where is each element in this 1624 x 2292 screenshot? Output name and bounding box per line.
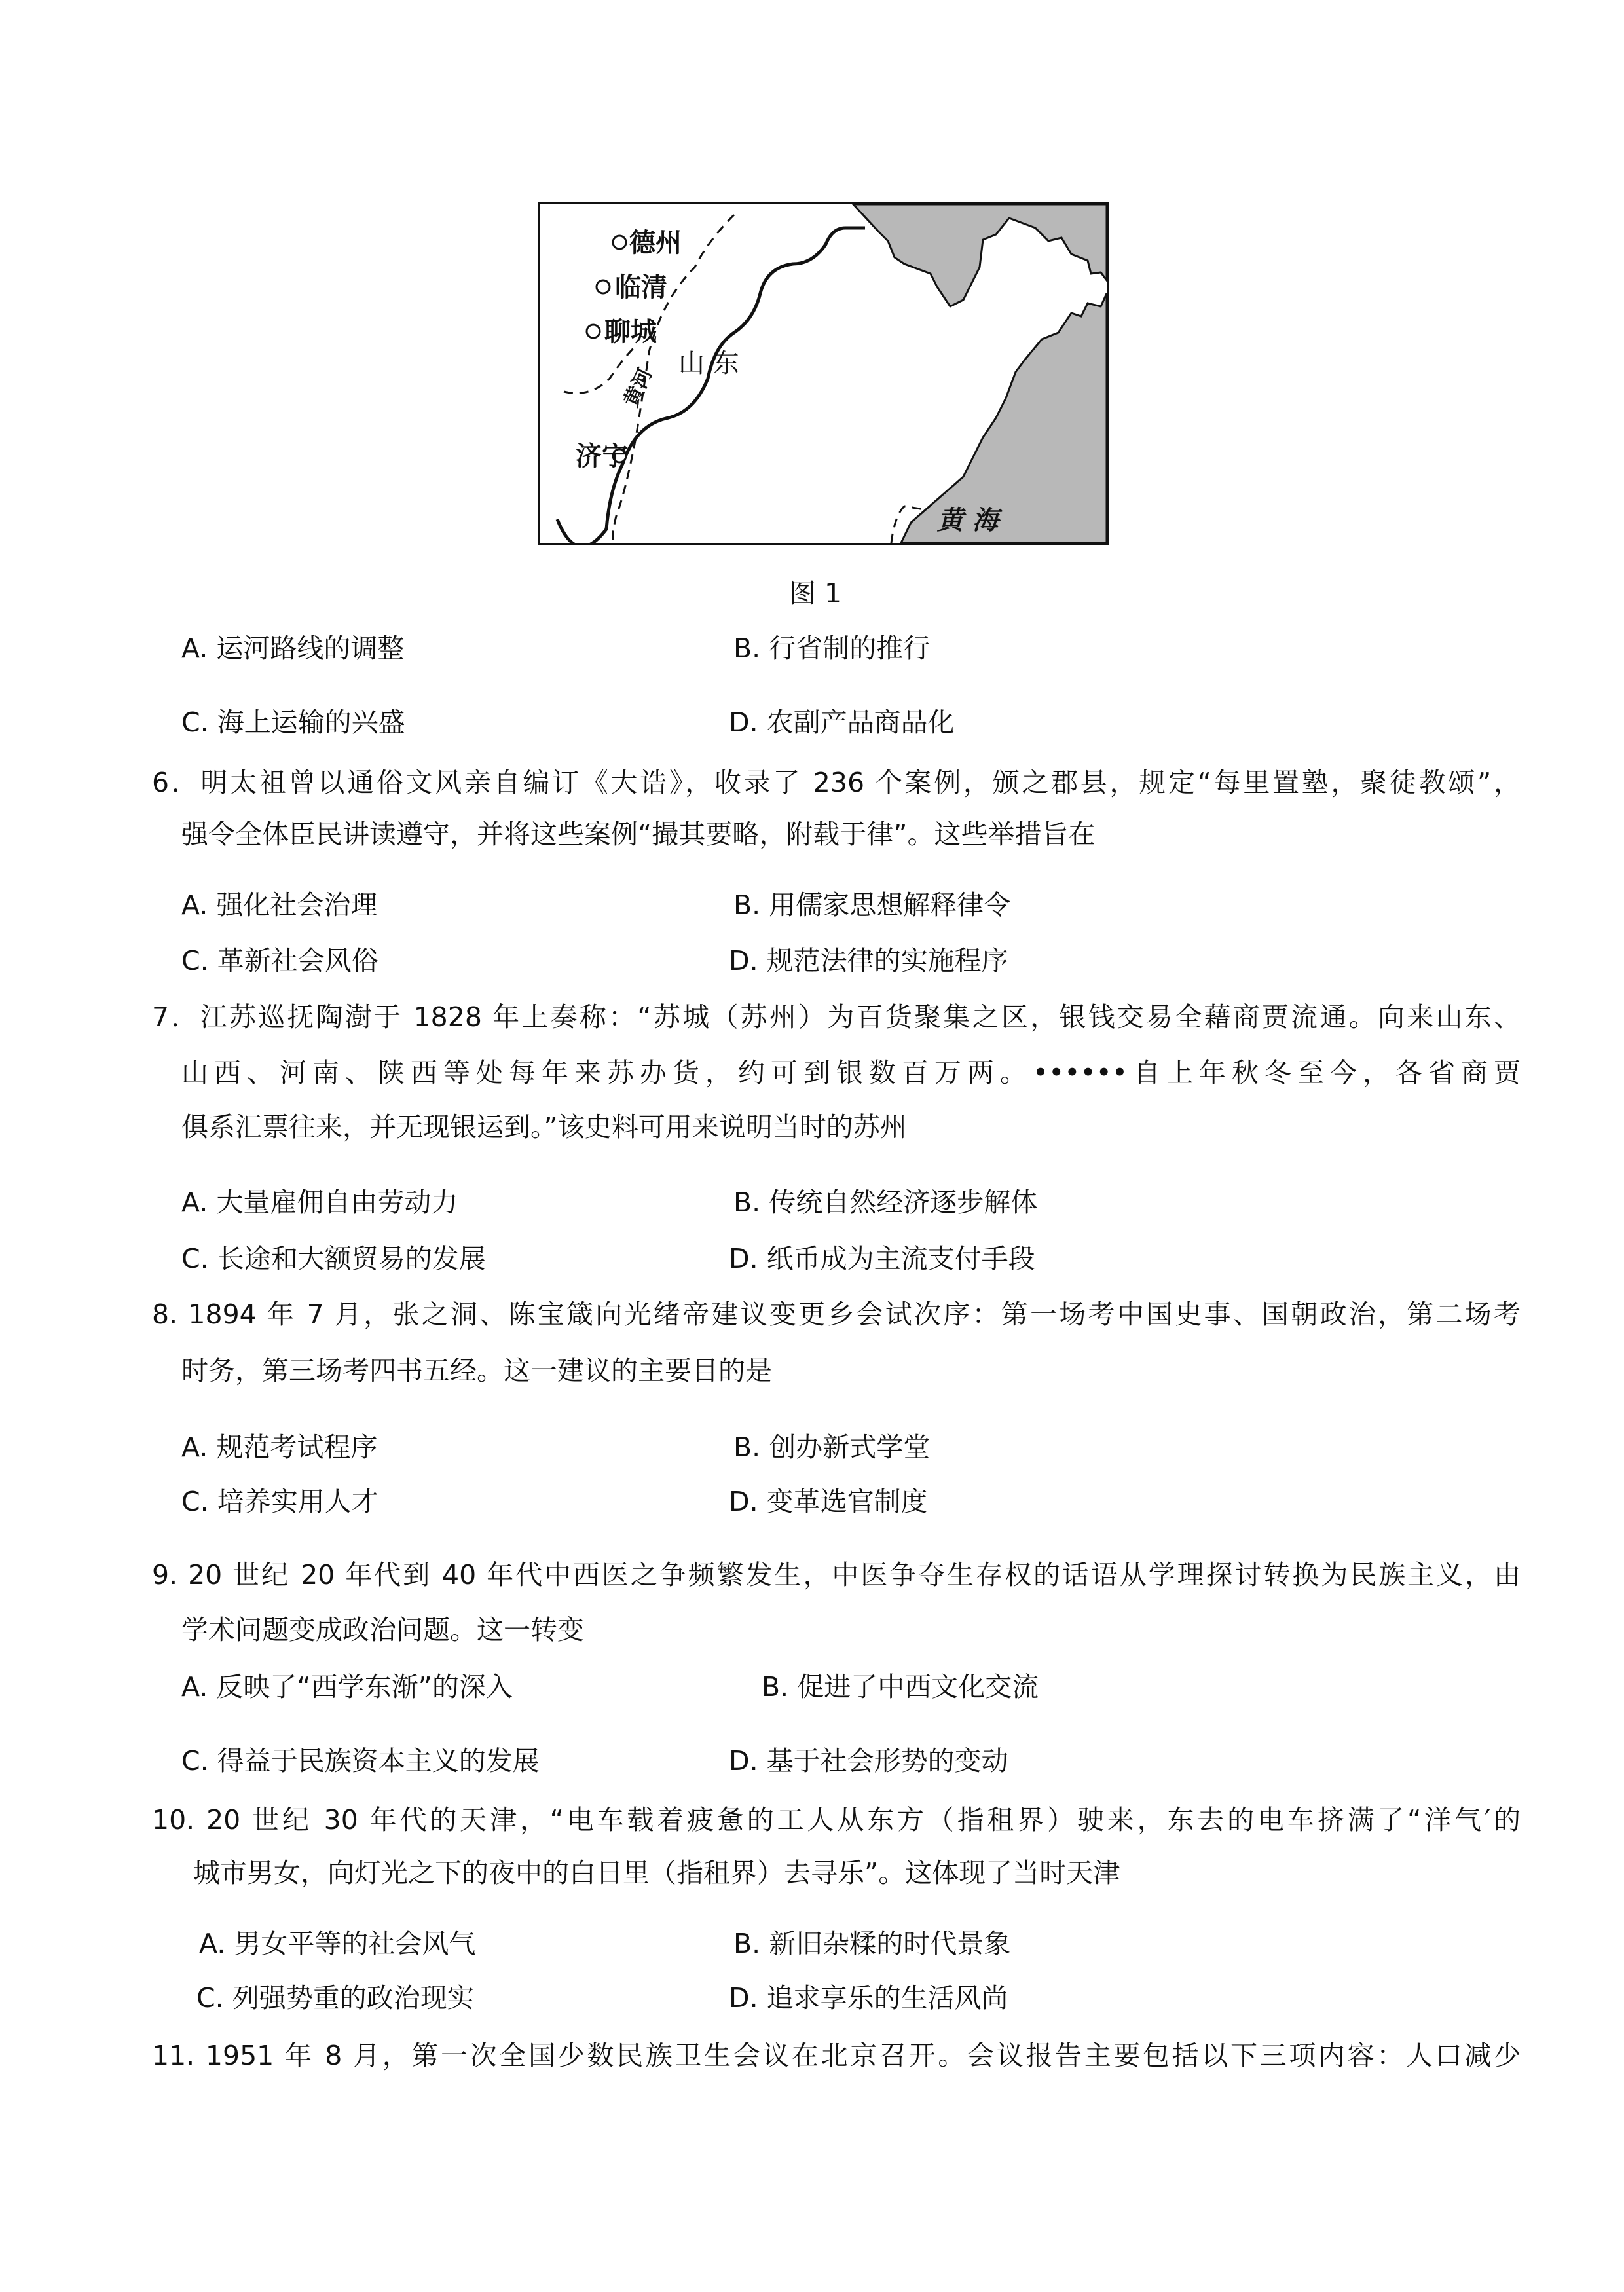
q6-option-d: D. 规范法律的实施程序: [729, 945, 1008, 976]
q8-option-c: C. 培养实用人才: [181, 1486, 378, 1517]
label-yellow-sea: 黄 海: [937, 506, 999, 536]
shandong-map-figure: [538, 202, 1109, 545]
q8-option-b: B. 创办新式学堂: [733, 1432, 931, 1463]
q7-option-c: C. 长途和大额贸易的发展: [181, 1243, 486, 1274]
q10-option-b: B. 新旧杂糅的时代景象: [733, 1928, 1011, 1959]
q10-option-d: D. 追求享乐的生活风尚: [729, 1982, 1008, 2014]
q7-stem-line-2: 山西、河南、陕西等处每年来苏办货，约可到银数百万两。••••••自上年秋冬至今，各省商贾: [181, 1057, 1521, 1088]
q7-option-d: D. 纸币成为主流支付手段: [729, 1243, 1035, 1274]
label-dezhou: 德州: [629, 228, 682, 258]
q10-option-a: A. 男女平等的社会风气: [199, 1928, 476, 1959]
q10-stem-line-2: 城市男女，向灯光之下的夜中的白日里（指租界）去寻乐”。这体现了当时天津: [193, 1857, 1120, 1889]
q8-option-d: D. 变革选官制度: [729, 1486, 928, 1517]
q5-option-a: A. 运河路线的调整: [181, 633, 405, 664]
q6-stem-line-2: 强令全体臣民讲读遵守，并将这些案例“撮其要略，附载于律”。这些举措旨在: [181, 819, 1096, 850]
q8-stem-line-1: 8. 1894 年 7 月，张之洞、陈宝箴向光绪帝建议变更乡会试次序：第一场考中国史事、国朝政治，第二场考: [152, 1299, 1521, 1330]
q11-stem-line-1: 11. 1951 年 8 月，第一次全国少数民族卫生会议在北京召开。会议报告主要包括以下三项内容：人口减少: [152, 2040, 1521, 2071]
label-linqing: 临清: [615, 272, 667, 303]
label-shandong: 山 东: [678, 348, 739, 379]
q10-stem-line-1: 10. 20 世纪 30 年代的天津，“电车载着疲惫的工人从东方（指租界）驶来，东去的电车挤满了“洋气′的: [152, 1804, 1521, 1836]
q7-option-b: B. 传统自然经济逐步解体: [733, 1187, 1038, 1218]
q9-stem-line-2: 学术问题变成政治问题。这一转变: [181, 1614, 584, 1646]
q6-option-b: B. 用儒家思想解释律令: [733, 889, 1011, 921]
label-jining: 济宁: [576, 441, 628, 471]
linqing-marker: [597, 280, 610, 293]
q6-option-c: C. 革新社会风俗: [181, 945, 378, 976]
q6-stem-line-1: 6．明太祖曾以通俗文风亲自编订《大诰》，收录了 236 个案例，颁之郡县，规定“每里置塾，聚徒教颂”，: [152, 767, 1521, 798]
q7-stem-line-1: 7．江苏巡抚陶澍于 1828 年上奏称：“苏城（苏州）为百货聚集之区，银钱交易全藉商贾流通。向来山东、: [152, 1001, 1521, 1033]
q8-stem-line-2: 时务，第三场考四书五经。这一建议的主要目的是: [181, 1355, 772, 1386]
q9-option-c: C. 得益于民族资本主义的发展: [181, 1745, 540, 1777]
q7-stem-line-3: 俱系汇票往来，并无现银运到。”该史料可用来说明当时的苏州: [181, 1111, 907, 1143]
map-svg: [538, 202, 1109, 545]
q6-option-a: A. 强化社会治理: [181, 889, 378, 921]
q5-option-c: C. 海上运输的兴盛: [181, 707, 405, 738]
q5-option-b: B. 行省制的推行: [733, 633, 931, 664]
q5-option-d: D. 农副产品商品化: [729, 707, 955, 738]
q9-option-d: D. 基于社会形势的变动: [729, 1745, 1008, 1777]
label-liaocheng: 聊城: [604, 317, 657, 347]
q7-option-a: A. 大量雇佣自由劳动力: [181, 1187, 458, 1218]
label-yellow-river: 黄河: [619, 365, 657, 411]
q8-option-a: A. 规范考试程序: [181, 1432, 378, 1463]
q9-option-a: A. 反映了“西学东渐”的深入: [181, 1671, 513, 1703]
q10-option-c: C. 列强势重的政治现实: [196, 1982, 474, 2014]
liaocheng-marker: [587, 325, 600, 338]
q9-stem-line-1: 9. 20 世纪 20 年代到 40 年代中西医之争频繁发生，中医争夺生存权的话语从学理探讨转换为民族主义，由: [152, 1559, 1521, 1591]
figure-caption: 图 1: [789, 578, 842, 609]
dezhou-marker: [613, 236, 626, 249]
q9-option-b: B. 促进了中西文化交流: [762, 1671, 1039, 1703]
